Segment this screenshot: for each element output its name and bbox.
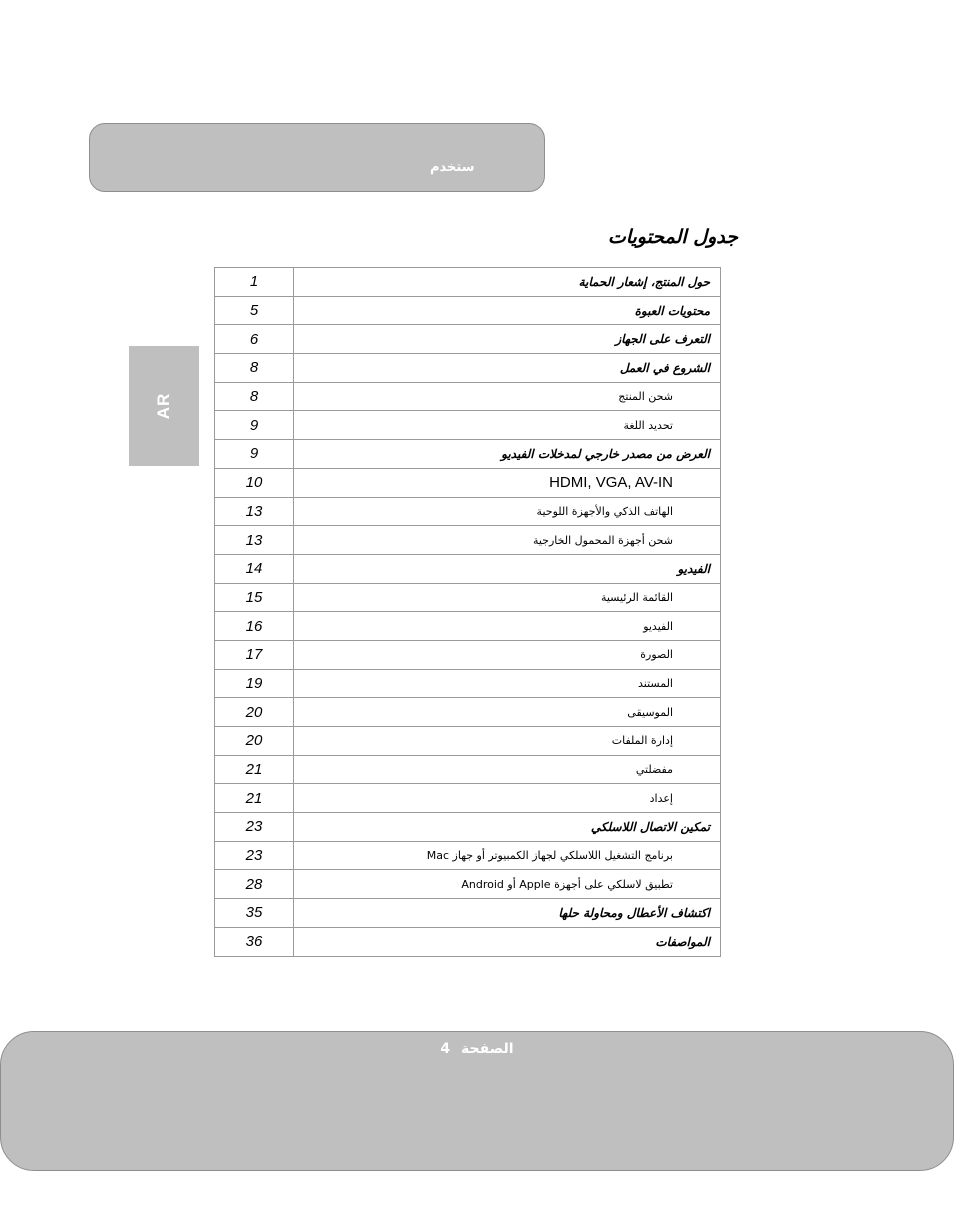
toc-entry-title: حول المنتج، إشعار الحماية xyxy=(294,268,721,297)
toc-row[interactable] xyxy=(215,382,721,411)
toc-row[interactable] xyxy=(215,411,721,440)
toc-page-number: 13 xyxy=(215,497,294,526)
toc-page-number: 15 xyxy=(215,583,294,612)
toc-entry-title: الهاتف الذكي والأجهزة اللوحية xyxy=(294,497,721,526)
toc-row[interactable] xyxy=(215,784,721,813)
toc-entry-title: العرض من مصدر خارجي لمدخلات الفيديو xyxy=(294,440,721,469)
toc-entry-title: HDMI, VGA, AV-IN xyxy=(294,468,721,497)
toc-row[interactable] xyxy=(215,440,721,469)
toc-page-number: 5 xyxy=(215,296,294,325)
header-banner xyxy=(89,123,545,192)
toc-entry-title: برنامج التشغيل اللاسلكي لجهاز الكمبيوتر أو جهاز Mac xyxy=(294,841,721,870)
toc-page-number: 16 xyxy=(215,612,294,641)
toc-page-number: 23 xyxy=(215,841,294,870)
toc-entry-title: إعداد xyxy=(294,784,721,813)
toc-row[interactable] xyxy=(215,612,721,641)
toc-entry-title: التعرف على الجهاز xyxy=(294,325,721,354)
toc-entry-title: الفيديو xyxy=(294,554,721,583)
toc-page-number: 17 xyxy=(215,640,294,669)
toc-row[interactable] xyxy=(215,526,721,555)
toc-page-number: 10 xyxy=(215,468,294,497)
toc-page-number: 9 xyxy=(215,411,294,440)
toc-page-number: 8 xyxy=(215,354,294,383)
toc-entry-title: تحديد اللغة xyxy=(294,411,721,440)
toc-row[interactable] xyxy=(215,268,721,297)
toc-row[interactable] xyxy=(215,354,721,383)
language-tab-label: AR xyxy=(154,392,173,420)
toc-row[interactable] xyxy=(215,497,721,526)
toc-page-number: 20 xyxy=(215,698,294,727)
toc-page-number: 6 xyxy=(215,325,294,354)
toc-entry-title: تطبيق لاسلكي على أجهزة Apple أو Android xyxy=(294,870,721,899)
toc-page-number: 28 xyxy=(215,870,294,899)
toc-page-number: 9 xyxy=(215,440,294,469)
toc-row[interactable] xyxy=(215,870,721,899)
toc-page-number: 21 xyxy=(215,755,294,784)
toc-entry-title: المواصفات xyxy=(294,927,721,956)
toc-row[interactable] xyxy=(215,813,721,842)
toc-page-number: 23 xyxy=(215,813,294,842)
toc-entry-title: إدارة الملفات xyxy=(294,727,721,756)
toc-row[interactable] xyxy=(215,554,721,583)
toc-page-number: 1 xyxy=(215,268,294,297)
toc-page-number: 20 xyxy=(215,727,294,756)
toc-entry-title: اكتشاف الأعطال ومحاولة حلها xyxy=(294,899,721,928)
toc-row[interactable] xyxy=(215,727,721,756)
toc-entry-title: الشروع في العمل xyxy=(294,354,721,383)
toc-page-number: 8 xyxy=(215,382,294,411)
toc-row[interactable] xyxy=(215,669,721,698)
toc-page-number: 14 xyxy=(215,554,294,583)
toc-entry-title: القائمة الرئيسية xyxy=(294,583,721,612)
toc-row[interactable] xyxy=(215,640,721,669)
toc-row[interactable] xyxy=(215,698,721,727)
toc-row[interactable] xyxy=(215,927,721,956)
table-of-contents xyxy=(214,267,721,957)
toc-row[interactable] xyxy=(215,841,721,870)
toc-page-number: 13 xyxy=(215,526,294,555)
toc-entry-title: محتويات العبوة xyxy=(294,296,721,325)
language-tab xyxy=(129,346,199,466)
toc-page-number: 36 xyxy=(215,927,294,956)
toc-page-number: 19 xyxy=(215,669,294,698)
header-text: ستخدم xyxy=(430,160,475,175)
toc-entry-title: الفيديو xyxy=(294,612,721,641)
toc-title: جدول المحتويات xyxy=(607,226,738,248)
toc-page-number: 21 xyxy=(215,784,294,813)
toc-entry-title: تمكين الاتصال اللاسلكي xyxy=(294,813,721,842)
toc-row[interactable] xyxy=(215,899,721,928)
footer-page-number: 4 xyxy=(440,1041,451,1057)
toc-entry-title: شحن أجهزة المحمول الخارجية xyxy=(294,526,721,555)
toc-entry-title: المستند xyxy=(294,669,721,698)
toc-row[interactable] xyxy=(215,296,721,325)
footer-page-word: الصفحة xyxy=(461,1041,514,1057)
toc-row[interactable] xyxy=(215,755,721,784)
toc-row[interactable] xyxy=(215,583,721,612)
toc-page-number: 35 xyxy=(215,899,294,928)
footer-page-indicator xyxy=(0,1041,954,1057)
toc-entry-title: شحن المنتج xyxy=(294,382,721,411)
toc-entry-title: مفضلتي xyxy=(294,755,721,784)
toc-row[interactable] xyxy=(215,325,721,354)
toc-entry-title: الموسيقى xyxy=(294,698,721,727)
toc-entry-title: الصورة xyxy=(294,640,721,669)
toc-row[interactable] xyxy=(215,468,721,497)
